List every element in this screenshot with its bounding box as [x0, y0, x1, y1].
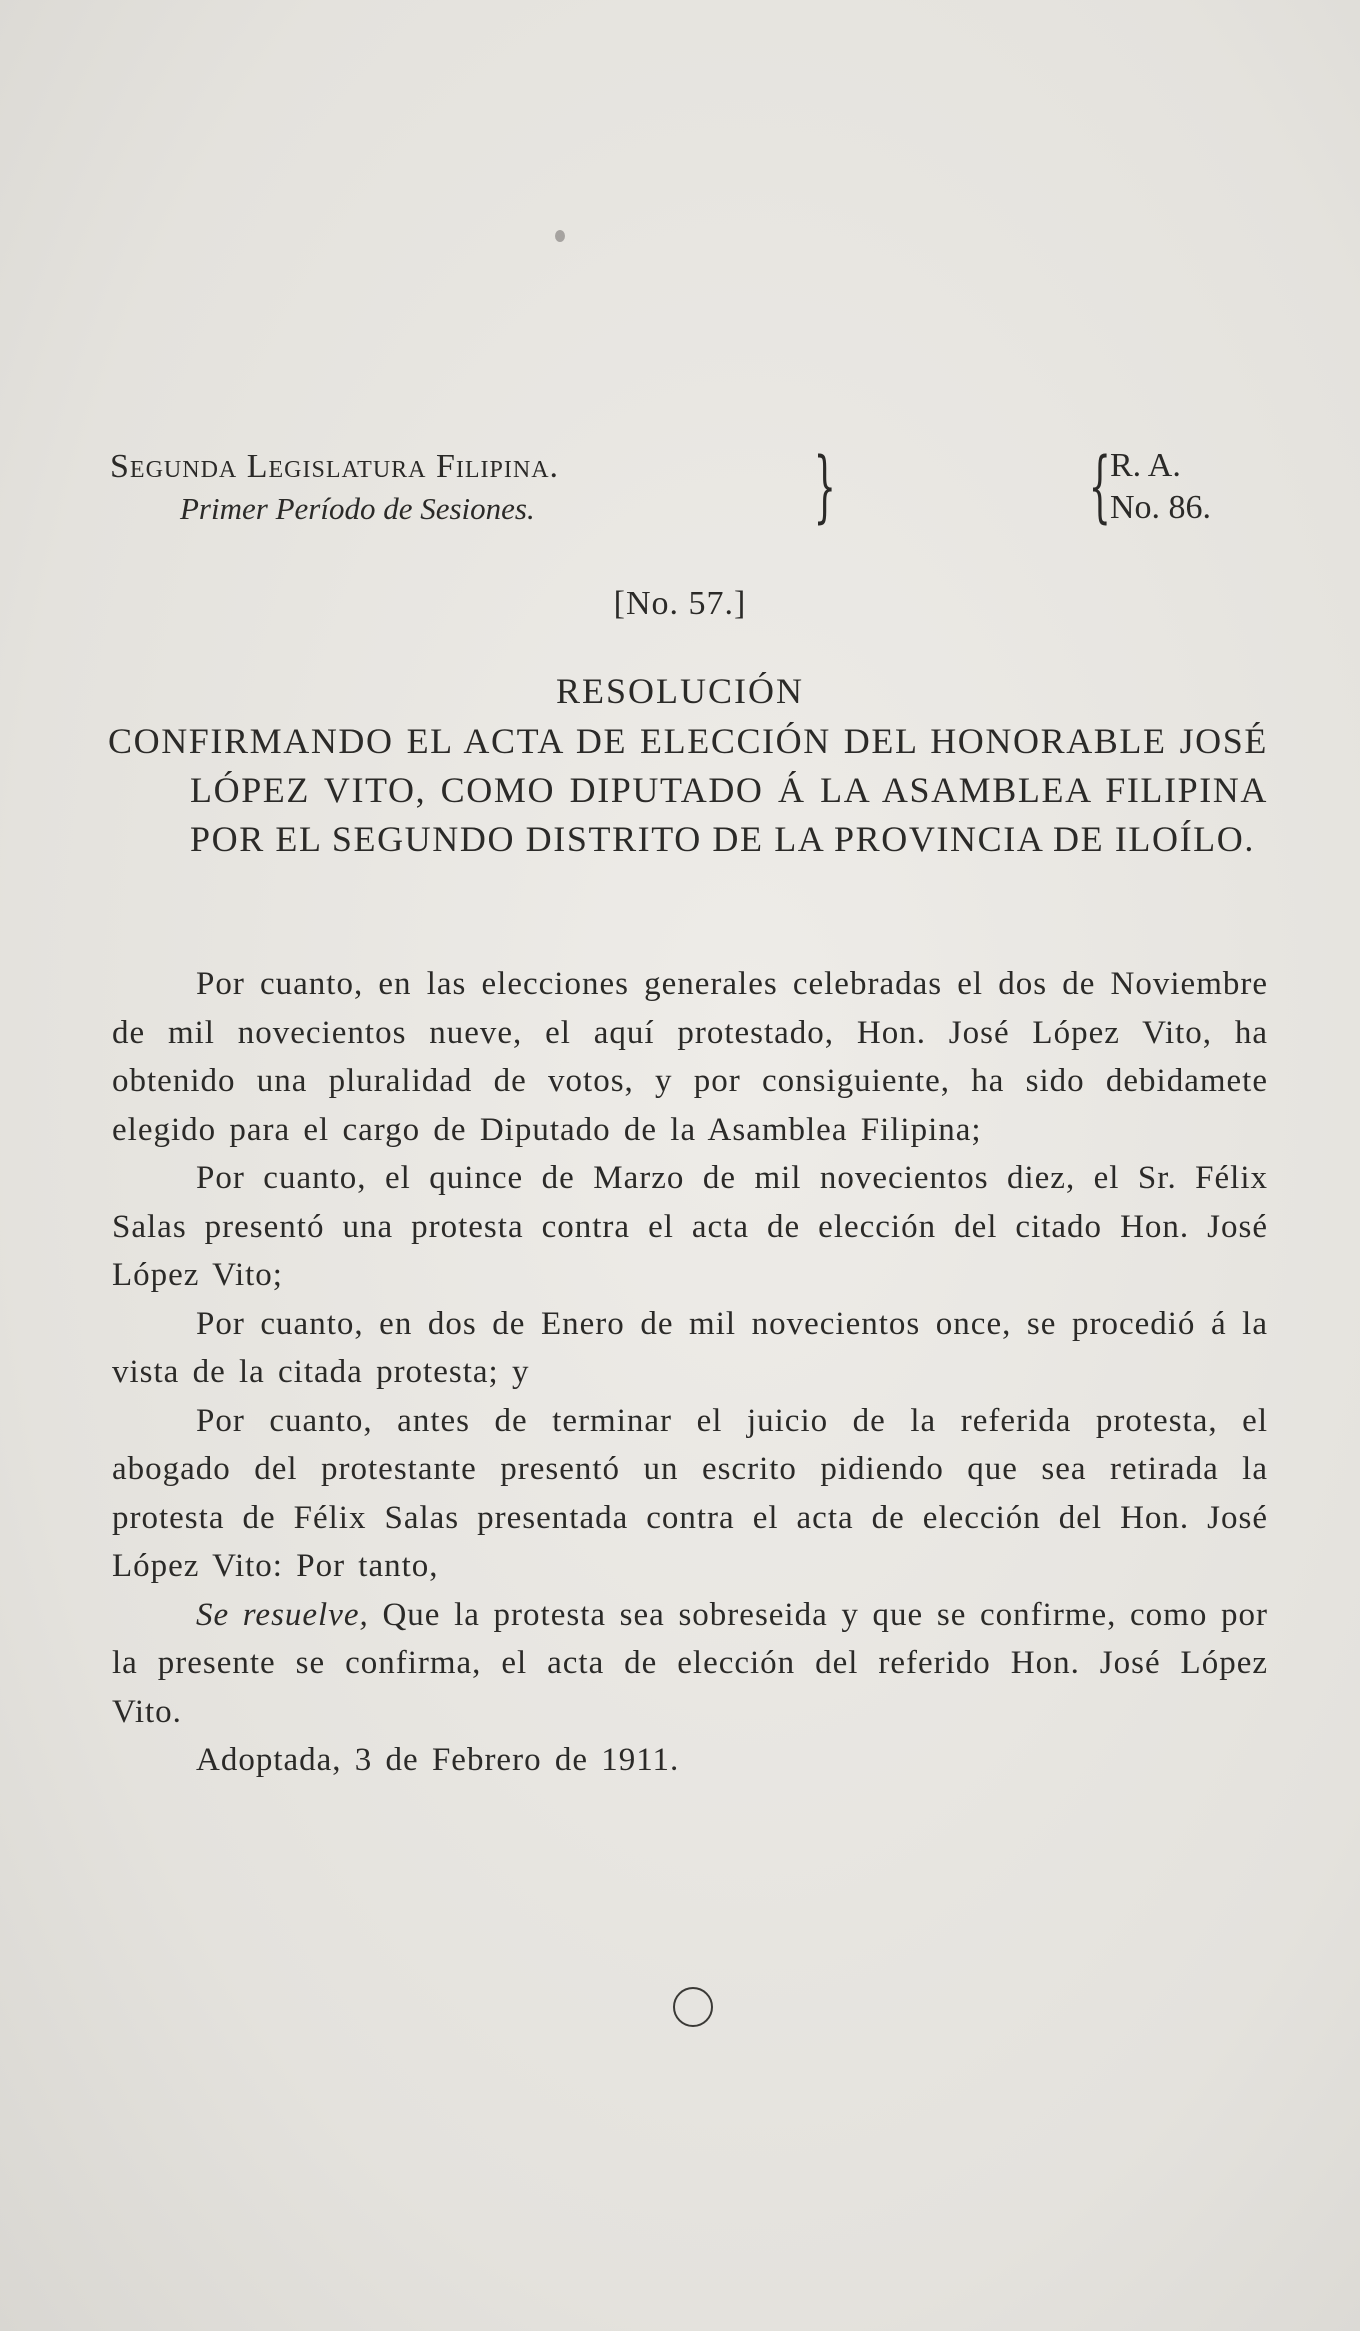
ra-block	[1110, 445, 1211, 529]
resolution-body	[112, 960, 1268, 1785]
resolve-paragraph	[112, 1591, 1268, 1737]
ra-number: No. 86.	[1110, 489, 1212, 526]
adoption-date: Adoptada, 3 de Febrero de 1911.	[196, 1742, 680, 1778]
right-brace-icon: }	[813, 442, 836, 532]
ra-label: R. A.	[1110, 447, 1181, 484]
document-header	[110, 442, 1270, 535]
left-brace-icon: {	[1088, 442, 1111, 532]
page-title: RESOLUCIÓN	[555, 671, 804, 711]
circle-ornament-icon	[673, 1987, 713, 2027]
whereas-paragraph-2: Por cuanto, el quince de Marzo de mil novecientos diez, el Sr. Félix Salas presentó una protesta contra el acta de elección del citado Hon. José López Vito;	[112, 1160, 1268, 1293]
whereas-paragraph-4: Por cuanto, antes de terminar el juicio de la referida protesta, el abogado del protestante presentó un escrito pidiendo que sea retirada la protesta de Félix Salas presentada contra el acta de elección del Hon. José López Vito: Por tanto,	[112, 1402, 1268, 1584]
legislature-block	[110, 442, 850, 532]
resolve-text: Que la protesta sea sobreseida y que se confirme, como por la presente se confirma, el acta de elección del referido Hon. José López Vito.	[112, 1596, 1268, 1730]
legislature-name: Segunda Legislatura Filipina.	[110, 448, 560, 485]
session-period: Primer Período de Sesiones.	[180, 491, 535, 526]
resolution-subtitle: CONFIRMANDO EL ACTA DE ELECCIÓN DEL HONORABLE JOSÉ LÓPEZ VITO, COMO DIPUTADO Á LA ASAMBLEA FILIPINA POR EL SEGUNDO DISTRITO DE LA PROVINCIA DE ILOÍLO.	[108, 721, 1268, 859]
whereas-paragraph-1: Por cuanto, en las elecciones generales celebradas el dos de Noviembre de mil novecientos nueve, el aquí protestado, Hon. José López Vito, ha obtenido una pluralidad de votos, y por consiguiente, ha sido debidamete elegido para el cargo de Diputado de la Asamblea Filipina;	[112, 966, 1268, 1148]
document-number: [No. 57.]	[613, 585, 747, 622]
whereas-paragraph-3: Por cuanto, en dos de Enero de mil novecientos once, se procedió á la vista de la citada protesta; y	[112, 1305, 1268, 1390]
ink-speck	[555, 230, 565, 242]
resolve-lead: Se resuelve,	[196, 1596, 369, 1633]
